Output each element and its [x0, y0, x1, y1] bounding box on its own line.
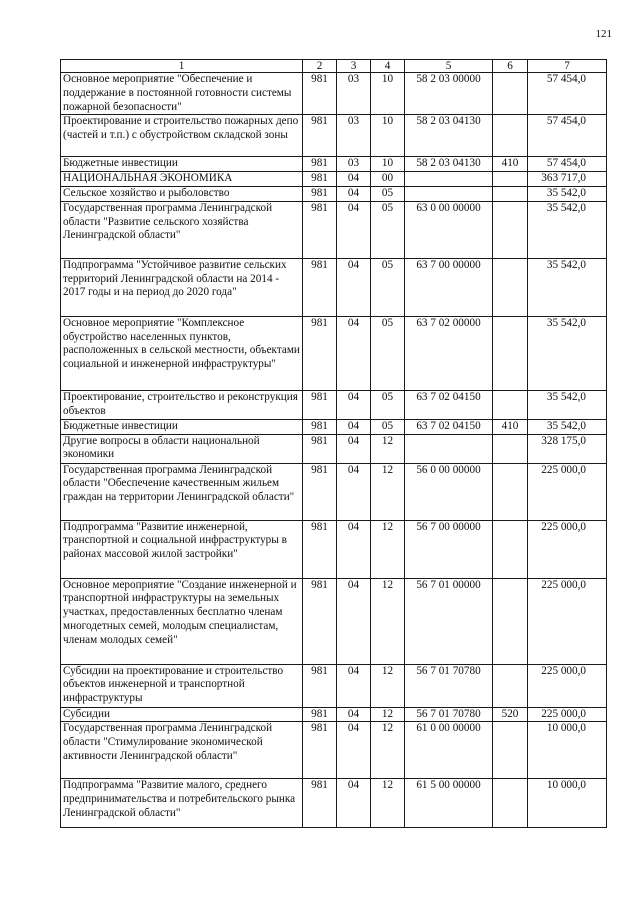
target-code: 61 0 00 00000: [405, 722, 493, 779]
ministry-code: 981: [303, 172, 337, 187]
table-row: [61, 578, 607, 664]
section-code: 04: [337, 664, 371, 707]
section-code: 04: [337, 434, 371, 463]
section-code: 04: [337, 316, 371, 390]
row-name: Субсидии на проектирование и строительство объектов инженерной и транспортной инфраструктуры: [61, 664, 303, 707]
ministry-code: 981: [303, 578, 337, 664]
amount: 35 542,0: [528, 258, 607, 316]
target-code: 56 0 00 00000: [405, 463, 493, 520]
table-row: [61, 390, 607, 419]
table-row: [61, 779, 607, 828]
section-code: 04: [337, 390, 371, 419]
ministry-code: 981: [303, 258, 337, 316]
subsection-code: 05: [371, 186, 405, 201]
row-name: Бюджетные инвестиции: [61, 419, 303, 434]
expense-type-code: [493, 434, 528, 463]
expense-type-code: [493, 316, 528, 390]
subsection-code: 12: [371, 779, 405, 828]
section-code: 03: [337, 73, 371, 115]
section-code: 04: [337, 419, 371, 434]
target-code: 63 7 02 04150: [405, 390, 493, 419]
amount: 225 000,0: [528, 664, 607, 707]
row-name: Основное мероприятие "Создание инженерной и транспортной инфраструктуры на земельных участках, предоставленных бесплатно членам многодетных семей, молодым специалистам, членам молодых семей": [61, 578, 303, 664]
table-row: [61, 258, 607, 316]
ministry-code: 981: [303, 463, 337, 520]
expense-type-code: [493, 463, 528, 520]
expense-type-code: [493, 390, 528, 419]
expense-type-code: 520: [493, 707, 528, 722]
section-code: 04: [337, 258, 371, 316]
row-name: Подпрограмма "Развитие малого, среднего предпринимательства и потребительского рынка Ленинградской области": [61, 779, 303, 828]
subsection-code: 05: [371, 201, 405, 258]
section-code: 04: [337, 578, 371, 664]
row-name: Государственная программа Ленинградской области "Развитие сельского хозяйства Ленинградской области": [61, 201, 303, 258]
row-name: Подпрограмма "Развитие инженерной, транспортной и социальной инфраструктуры в районах массовой жилой застройки": [61, 520, 303, 578]
section-code: 04: [337, 172, 371, 187]
subsection-code: 05: [371, 258, 405, 316]
row-name: Основное мероприятие "Комплексное обустройство населенных пунктов, расположенных в сельской местности, объектами социальной и инженерной инфраструктуры": [61, 316, 303, 390]
expense-type-code: [493, 186, 528, 201]
target-code: [405, 434, 493, 463]
col-header-4: 4: [371, 60, 405, 73]
amount: 57 454,0: [528, 73, 607, 115]
target-code: 58 2 03 04130: [405, 115, 493, 157]
section-code: 03: [337, 157, 371, 172]
expense-type-code: [493, 578, 528, 664]
expense-type-code: [493, 779, 528, 828]
ministry-code: 981: [303, 520, 337, 578]
expense-type-code: [493, 201, 528, 258]
subsection-code: 05: [371, 316, 405, 390]
amount: 35 542,0: [528, 390, 607, 419]
ministry-code: 981: [303, 722, 337, 779]
target-code: 63 7 02 04150: [405, 419, 493, 434]
target-code: 56 7 01 70780: [405, 707, 493, 722]
amount: 57 454,0: [528, 157, 607, 172]
table-row: [61, 172, 607, 187]
row-name: Другие вопросы в области национальной экономики: [61, 434, 303, 463]
target-code: [405, 186, 493, 201]
amount: 225 000,0: [528, 520, 607, 578]
amount: 225 000,0: [528, 463, 607, 520]
amount: 10 000,0: [528, 722, 607, 779]
amount: 35 542,0: [528, 419, 607, 434]
col-header-6: 6: [493, 60, 528, 73]
target-code: 63 0 00 00000: [405, 201, 493, 258]
ministry-code: 981: [303, 664, 337, 707]
section-code: 04: [337, 722, 371, 779]
amount: 57 454,0: [528, 115, 607, 157]
amount: 10 000,0: [528, 779, 607, 828]
target-code: 56 7 01 00000: [405, 578, 493, 664]
table-row: [61, 707, 607, 722]
row-name: Основное мероприятие "Обеспечение и поддержание в постоянной готовности системы пожарной безопасности": [61, 73, 303, 115]
subsection-code: 12: [371, 578, 405, 664]
col-header-3: 3: [337, 60, 371, 73]
row-name: Сельское хозяйство и рыболовство: [61, 186, 303, 201]
col-header-1: 1: [61, 60, 303, 73]
table-row: [61, 316, 607, 390]
section-code: 04: [337, 201, 371, 258]
row-name: Государственная программа Ленинградской области "Обеспечение качественным жильем граждан на территории Ленинградской области": [61, 463, 303, 520]
expense-type-code: 410: [493, 157, 528, 172]
row-name: НАЦИОНАЛЬНАЯ ЭКОНОМИКА: [61, 172, 303, 187]
target-code: 63 7 00 00000: [405, 258, 493, 316]
table-row: [61, 419, 607, 434]
expense-type-code: 410: [493, 419, 528, 434]
row-name: Субсидии: [61, 707, 303, 722]
ministry-code: 981: [303, 157, 337, 172]
amount: 35 542,0: [528, 316, 607, 390]
subsection-code: 12: [371, 520, 405, 578]
ministry-code: 981: [303, 115, 337, 157]
ministry-code: 981: [303, 779, 337, 828]
section-code: 04: [337, 779, 371, 828]
expense-type-code: [493, 73, 528, 115]
table-row: [61, 115, 607, 157]
amount: 225 000,0: [528, 707, 607, 722]
ministry-code: 981: [303, 434, 337, 463]
ministry-code: 981: [303, 186, 337, 201]
ministry-code: 981: [303, 73, 337, 115]
expense-type-code: [493, 115, 528, 157]
section-code: 04: [337, 186, 371, 201]
target-code: 56 7 00 00000: [405, 520, 493, 578]
target-code: [405, 172, 493, 187]
amount: 328 175,0: [528, 434, 607, 463]
row-name: Проектирование и строительство пожарных депо (частей и т.п.) с обустройством складской зоны: [61, 115, 303, 157]
table-row: [61, 201, 607, 258]
section-code: 03: [337, 115, 371, 157]
table-row: [61, 664, 607, 707]
ministry-code: 981: [303, 201, 337, 258]
expense-type-code: [493, 520, 528, 578]
expense-type-code: [493, 722, 528, 779]
row-name: Бюджетные инвестиции: [61, 157, 303, 172]
ministry-code: 981: [303, 419, 337, 434]
target-code: 58 2 03 00000: [405, 73, 493, 115]
subsection-code: 10: [371, 73, 405, 115]
table-row: [61, 434, 607, 463]
target-code: 58 2 03 04130: [405, 157, 493, 172]
amount: 363 717,0: [528, 172, 607, 187]
subsection-code: 00: [371, 172, 405, 187]
table-row: [61, 186, 607, 201]
table-row: [61, 157, 607, 172]
subsection-code: 10: [371, 115, 405, 157]
subsection-code: 05: [371, 390, 405, 419]
row-name: Проектирование, строительство и реконструкция объектов: [61, 390, 303, 419]
subsection-code: 12: [371, 434, 405, 463]
header-row: [61, 60, 607, 73]
subsection-code: 12: [371, 722, 405, 779]
target-code: 56 7 01 70780: [405, 664, 493, 707]
row-name: Государственная программа Ленинградской области "Стимулирование экономической активности Ленинградской области": [61, 722, 303, 779]
table-row: [61, 722, 607, 779]
ministry-code: 981: [303, 707, 337, 722]
col-header-5: 5: [405, 60, 493, 73]
table-row: [61, 73, 607, 115]
ministry-code: 981: [303, 316, 337, 390]
target-code: 63 7 02 00000: [405, 316, 493, 390]
table-row: [61, 520, 607, 578]
amount: 225 000,0: [528, 578, 607, 664]
expense-type-code: [493, 258, 528, 316]
section-code: 04: [337, 707, 371, 722]
subsection-code: 12: [371, 664, 405, 707]
section-code: 04: [337, 520, 371, 578]
section-code: 04: [337, 463, 371, 520]
amount: 35 542,0: [528, 186, 607, 201]
table-row: [61, 463, 607, 520]
subsection-code: 12: [371, 707, 405, 722]
target-code: 61 5 00 00000: [405, 779, 493, 828]
col-header-7: 7: [528, 60, 607, 73]
row-name: Подпрограмма "Устойчивое развитие сельских территорий Ленинградской области на 2014 - 2017 годы и на период до 2020 года": [61, 258, 303, 316]
col-header-2: 2: [303, 60, 337, 73]
subsection-code: 05: [371, 419, 405, 434]
expense-type-code: [493, 172, 528, 187]
budget-table: [60, 59, 607, 828]
page-number: 121: [595, 28, 612, 40]
subsection-code: 10: [371, 157, 405, 172]
expense-type-code: [493, 664, 528, 707]
amount: 35 542,0: [528, 201, 607, 258]
ministry-code: 981: [303, 390, 337, 419]
subsection-code: 12: [371, 463, 405, 520]
